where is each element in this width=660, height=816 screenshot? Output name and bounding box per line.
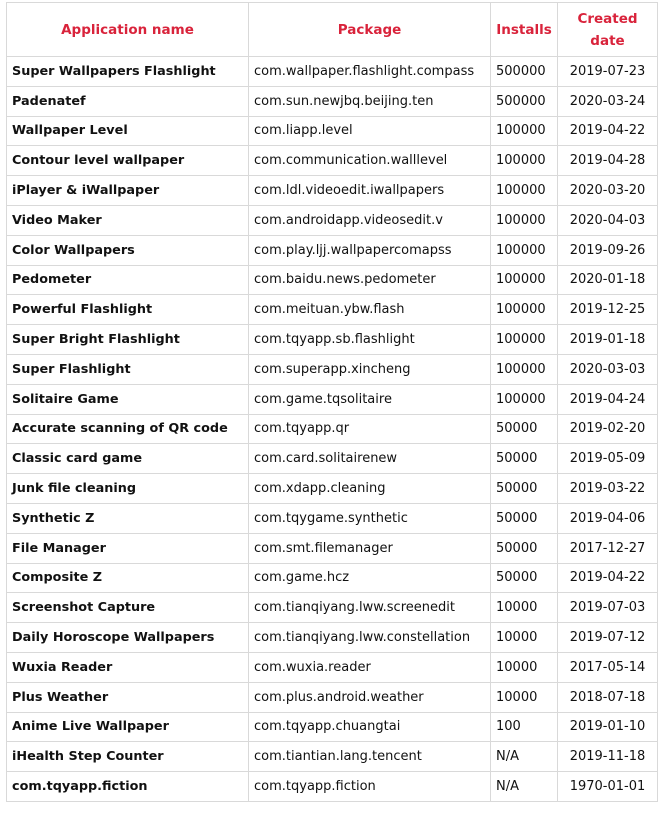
package-cell: com.baidu.news.pedometer [249, 265, 491, 295]
app-name-cell: Composite Z [7, 563, 249, 593]
package-cell: com.tianqiyang.lww.screenedit [249, 593, 491, 623]
table-row [7, 682, 658, 712]
table-row [7, 593, 658, 623]
table-row [7, 414, 658, 444]
package-cell: com.meituan.ybw.flash [249, 295, 491, 325]
table-row [7, 712, 658, 742]
app-name-cell: Super Bright Flashlight [7, 325, 249, 355]
package-cell: com.superapp.xincheng [249, 354, 491, 384]
table-header-row [7, 3, 658, 57]
package-cell: com.tqyapp.fiction [249, 772, 491, 802]
table-row [7, 295, 658, 325]
created-date-cell: 2019-07-12 [558, 623, 658, 653]
table-row [7, 116, 658, 146]
installs-cell: 50000 [491, 414, 558, 444]
app-name-cell: Accurate scanning of QR code [7, 414, 249, 444]
created-date-cell: 2019-07-03 [558, 593, 658, 623]
package-cell: com.play.ljj.wallpapercomapss [249, 235, 491, 265]
package-cell: com.card.solitairenew [249, 444, 491, 474]
apps-table [6, 2, 658, 802]
table-row [7, 86, 658, 116]
installs-cell: 100000 [491, 295, 558, 325]
created-date-cell: 2019-11-18 [558, 742, 658, 772]
installs-cell: 10000 [491, 623, 558, 653]
app-name-cell: Junk file cleaning [7, 474, 249, 504]
installs-cell: 500000 [491, 86, 558, 116]
installs-cell: 10000 [491, 593, 558, 623]
table-row [7, 325, 658, 355]
installs-cell: 100000 [491, 354, 558, 384]
installs-cell: 100000 [491, 176, 558, 206]
created-date-cell: 2019-12-25 [558, 295, 658, 325]
package-cell: com.tiantian.lang.tencent [249, 742, 491, 772]
table-row [7, 176, 658, 206]
package-cell: com.liapp.level [249, 116, 491, 146]
table-row [7, 503, 658, 533]
package-cell: com.tqyapp.qr [249, 414, 491, 444]
installs-cell: 100 [491, 712, 558, 742]
installs-cell: 100000 [491, 205, 558, 235]
created-date-cell: 2019-01-10 [558, 712, 658, 742]
package-cell: com.androidapp.videosedit.v [249, 205, 491, 235]
installs-cell: 50000 [491, 503, 558, 533]
app-name-cell: Contour level wallpaper [7, 146, 249, 176]
package-cell: com.plus.android.weather [249, 682, 491, 712]
created-date-cell: 2020-03-24 [558, 86, 658, 116]
installs-cell: 50000 [491, 533, 558, 563]
app-name-cell: iHealth Step Counter [7, 742, 249, 772]
created-date-cell: 2019-07-23 [558, 57, 658, 87]
installs-cell: 500000 [491, 57, 558, 87]
apps-table-container [6, 2, 657, 802]
app-name-cell: Super Wallpapers Flashlight [7, 57, 249, 87]
header-package: Package [249, 3, 491, 57]
created-date-cell: 2020-04-03 [558, 205, 658, 235]
created-date-cell: 2020-01-18 [558, 265, 658, 295]
created-date-cell: 2019-05-09 [558, 444, 658, 474]
header-installs: Installs [491, 3, 558, 57]
package-cell: com.wallpaper.flashlight.compass [249, 57, 491, 87]
app-name-cell: File Manager [7, 533, 249, 563]
app-name-cell: Plus Weather [7, 682, 249, 712]
package-cell: com.wuxia.reader [249, 652, 491, 682]
created-date-cell: 2020-03-03 [558, 354, 658, 384]
installs-cell: 100000 [491, 265, 558, 295]
created-date-cell: 2019-04-24 [558, 384, 658, 414]
table-row [7, 563, 658, 593]
created-date-cell: 2018-07-18 [558, 682, 658, 712]
package-cell: com.tqyapp.chuangtai [249, 712, 491, 742]
app-name-cell: Daily Horoscope Wallpapers [7, 623, 249, 653]
app-name-cell: Pedometer [7, 265, 249, 295]
created-date-cell: 2019-01-18 [558, 325, 658, 355]
table-row [7, 354, 658, 384]
installs-cell: N/A [491, 772, 558, 802]
table-row [7, 533, 658, 563]
installs-cell: 100000 [491, 325, 558, 355]
created-date-cell: 2017-12-27 [558, 533, 658, 563]
app-name-cell: Super Flashlight [7, 354, 249, 384]
table-body [7, 57, 658, 802]
installs-cell: 100000 [491, 116, 558, 146]
app-name-cell: Powerful Flashlight [7, 295, 249, 325]
created-date-cell: 2019-03-22 [558, 474, 658, 504]
installs-cell: N/A [491, 742, 558, 772]
app-name-cell: Classic card game [7, 444, 249, 474]
created-date-cell: 2020-03-20 [558, 176, 658, 206]
created-date-cell: 1970-01-01 [558, 772, 658, 802]
installs-cell: 100000 [491, 146, 558, 176]
created-date-cell: 2019-02-20 [558, 414, 658, 444]
created-date-cell: 2019-04-22 [558, 563, 658, 593]
table-row [7, 384, 658, 414]
installs-cell: 50000 [491, 563, 558, 593]
created-date-cell: 2017-05-14 [558, 652, 658, 682]
app-name-cell: iPlayer & iWallpaper [7, 176, 249, 206]
package-cell: com.ldl.videoedit.iwallpapers [249, 176, 491, 206]
installs-cell: 50000 [491, 474, 558, 504]
created-date-cell: 2019-09-26 [558, 235, 658, 265]
installs-cell: 100000 [491, 384, 558, 414]
app-name-cell: Synthetic Z [7, 503, 249, 533]
table-row [7, 652, 658, 682]
table-row [7, 205, 658, 235]
app-name-cell: Color Wallpapers [7, 235, 249, 265]
package-cell: com.smt.filemanager [249, 533, 491, 563]
table-row [7, 57, 658, 87]
app-name-cell: com.tqyapp.fiction [7, 772, 249, 802]
table-row [7, 146, 658, 176]
app-name-cell: Padenatef [7, 86, 249, 116]
header-created-date: Created date [558, 3, 658, 57]
package-cell: com.game.hcz [249, 563, 491, 593]
table-row [7, 742, 658, 772]
table-row [7, 474, 658, 504]
installs-cell: 10000 [491, 682, 558, 712]
package-cell: com.tqygame.synthetic [249, 503, 491, 533]
installs-cell: 100000 [491, 235, 558, 265]
table-row [7, 623, 658, 653]
package-cell: com.tqyapp.sb.flashlight [249, 325, 491, 355]
app-name-cell: Wallpaper Level [7, 116, 249, 146]
created-date-cell: 2019-04-06 [558, 503, 658, 533]
app-name-cell: Solitaire Game [7, 384, 249, 414]
app-name-cell: Screenshot Capture [7, 593, 249, 623]
installs-cell: 50000 [491, 444, 558, 474]
app-name-cell: Video Maker [7, 205, 249, 235]
installs-cell: 10000 [491, 652, 558, 682]
table-row [7, 772, 658, 802]
table-row [7, 235, 658, 265]
package-cell: com.game.tqsolitaire [249, 384, 491, 414]
package-cell: com.communication.walllevel [249, 146, 491, 176]
created-date-cell: 2019-04-22 [558, 116, 658, 146]
header-application-name: Application name [7, 3, 249, 57]
package-cell: com.xdapp.cleaning [249, 474, 491, 504]
package-cell: com.sun.newjbq.beijing.ten [249, 86, 491, 116]
table-row [7, 444, 658, 474]
package-cell: com.tianqiyang.lww.constellation [249, 623, 491, 653]
app-name-cell: Wuxia Reader [7, 652, 249, 682]
table-row [7, 265, 658, 295]
app-name-cell: Anime Live Wallpaper [7, 712, 249, 742]
created-date-cell: 2019-04-28 [558, 146, 658, 176]
